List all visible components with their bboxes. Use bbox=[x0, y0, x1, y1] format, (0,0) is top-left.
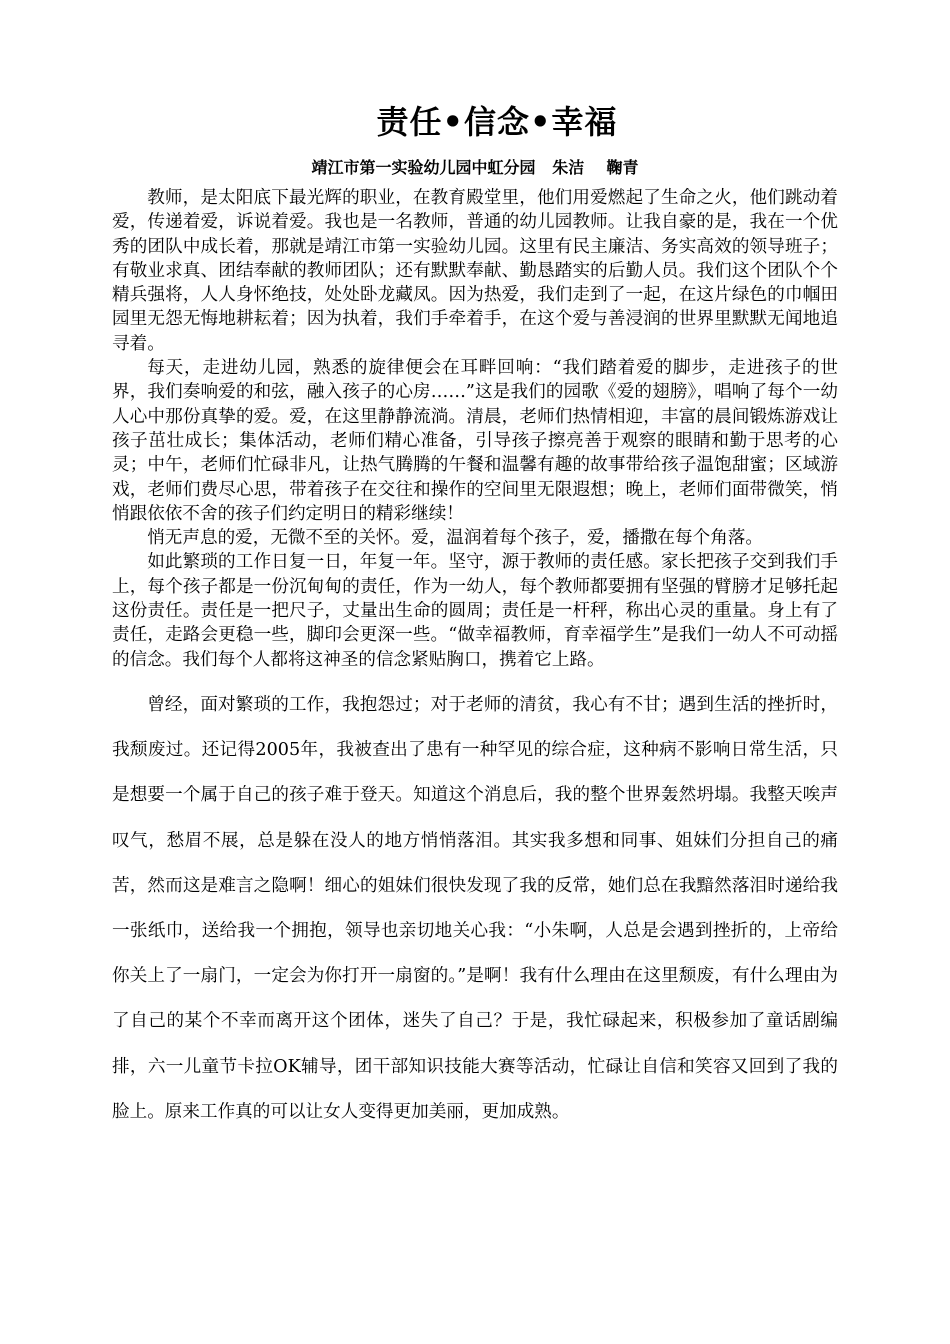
paragraph-4: 如此繁琐的工作日复一日，年复一年。坚守，源于教师的责任感。家长把孩子交到我们手上，每个孩子都是一份沉甸甸的责任，作为一幼人，每个教师都要拥有坚强的臂膀才足够托起这份责任。责任是一把尺子，丈量出生命的圆周；责任是一杆秤，称出心灵的重量。身上有了责任，走路会更稳一些，脚印会更深一些。“做幸福教师，育幸福学生”是我们一幼人不可动摇的信念。我们每个人都将这神圣的信念紧贴胸口，携着它上路。 bbox=[112, 552, 838, 670]
page-title: 责任•信念•幸福 bbox=[376, 103, 618, 141]
paragraph-2: 每天，走进幼儿园，熟悉的旋律便会在耳畔回响：“我们踏着爱的脚步，走进孩子的世界，我们奏响爱的和弦，融入孩子的心房……”这是我们的园歌《爱的翅膀》，唱响了每个一幼人心中那份真挚的爱。爱，在这里静静流淌。清晨，老师们热情相迎，丰富的晨间锻炼游戏让孩子茁壮成长；集体活动，老师们精心准备，引导孩子擦亮善于观察的眼睛和勤于思考的心灵；中午，老师们忙碌非凡，让热气腾腾的午餐和温馨有趣的故事带给孩子温饱甜蜜；区域游戏，老师们费尽心思，带着孩子在交往和操作的空间里无限遐想；晚上，老师们面带微笑，悄悄跟依依不舍的孩子们约定明日的精彩继续！ bbox=[112, 358, 838, 524]
paragraph-5: 曾经，面对繁琐的工作，我抱怨过；对于老师的清贫，我心有不甘；遇到生活的挫折时，我颓废过。还记得2005年，我被查出了患有一种罕见的综合症，这种病不影响日常生活，只是想要一个属于自己的孩子难于登天。知道这个消息后，我的整个世界轰然坍塌。我整天唉声叹气，愁眉不展，总是躲在没人的地方悄悄落泪。其实我多想和同事、姐妹们分担自己的痛苦，然而这是难言之隐啊！细心的姐妹们很快发现了我的反常，她们总在我黯然落泪时递给我一张纸巾，送给我一个拥抱，领导也亲切地关心我：“小朱啊，人总是会遇到挫折的，上帝给你关上了一扇门，一定会为你打开一扇窗的。”是啊！我有什么理由在这里颓废，有什么理由为了自己的某个不幸而离开这个团体，迷失了自己？于是，我忙碌起来，积极参加了童话剧编排，六一儿童节卡拉OK辅导，团干部知识技能大赛等活动，忙碌让自信和笑容又回到了我的脸上。原来工作真的可以让女人变得更加美丽，更加成熟。 bbox=[112, 694, 838, 1122]
paragraph-1: 教师，是太阳底下最光辉的职业，在教育殿堂里，他们用爱燃起了生命之火，他们跳动着爱，传递着爱，诉说着爱。我也是一名教师，普通的幼儿园教师。让我自豪的是，我在一个优秀的团队中成长着，那就是靖江市第一实验幼儿园。这里有民主廉洁、务实高效的领导班子；有敬业求真、团结奉献的教师团队；还有默默奉献、勤恳踏实的后勤人员。我们这个团队个个精兵强将，人人身怀绝技，处处卧龙藏凤。因为热爱，我们走到了一起，在这片绿色的巾帼田园里无怨无悔地耕耘着；因为执着，我们手牵着手，在这个爱与善浸润的世界里默默无闻地追寻着。 bbox=[112, 188, 838, 354]
document-page bbox=[112, 96, 838, 1135]
author-byline: 靖江市第一实验幼儿园中虹分园 朱洁 鞠青 bbox=[311, 158, 639, 177]
paragraph-spacer bbox=[112, 672, 838, 683]
paragraph-3: 悄无声息的爱，无微不至的关怀。爱，温润着每个孩子，爱，播撒在每个角落。 bbox=[147, 528, 763, 549]
